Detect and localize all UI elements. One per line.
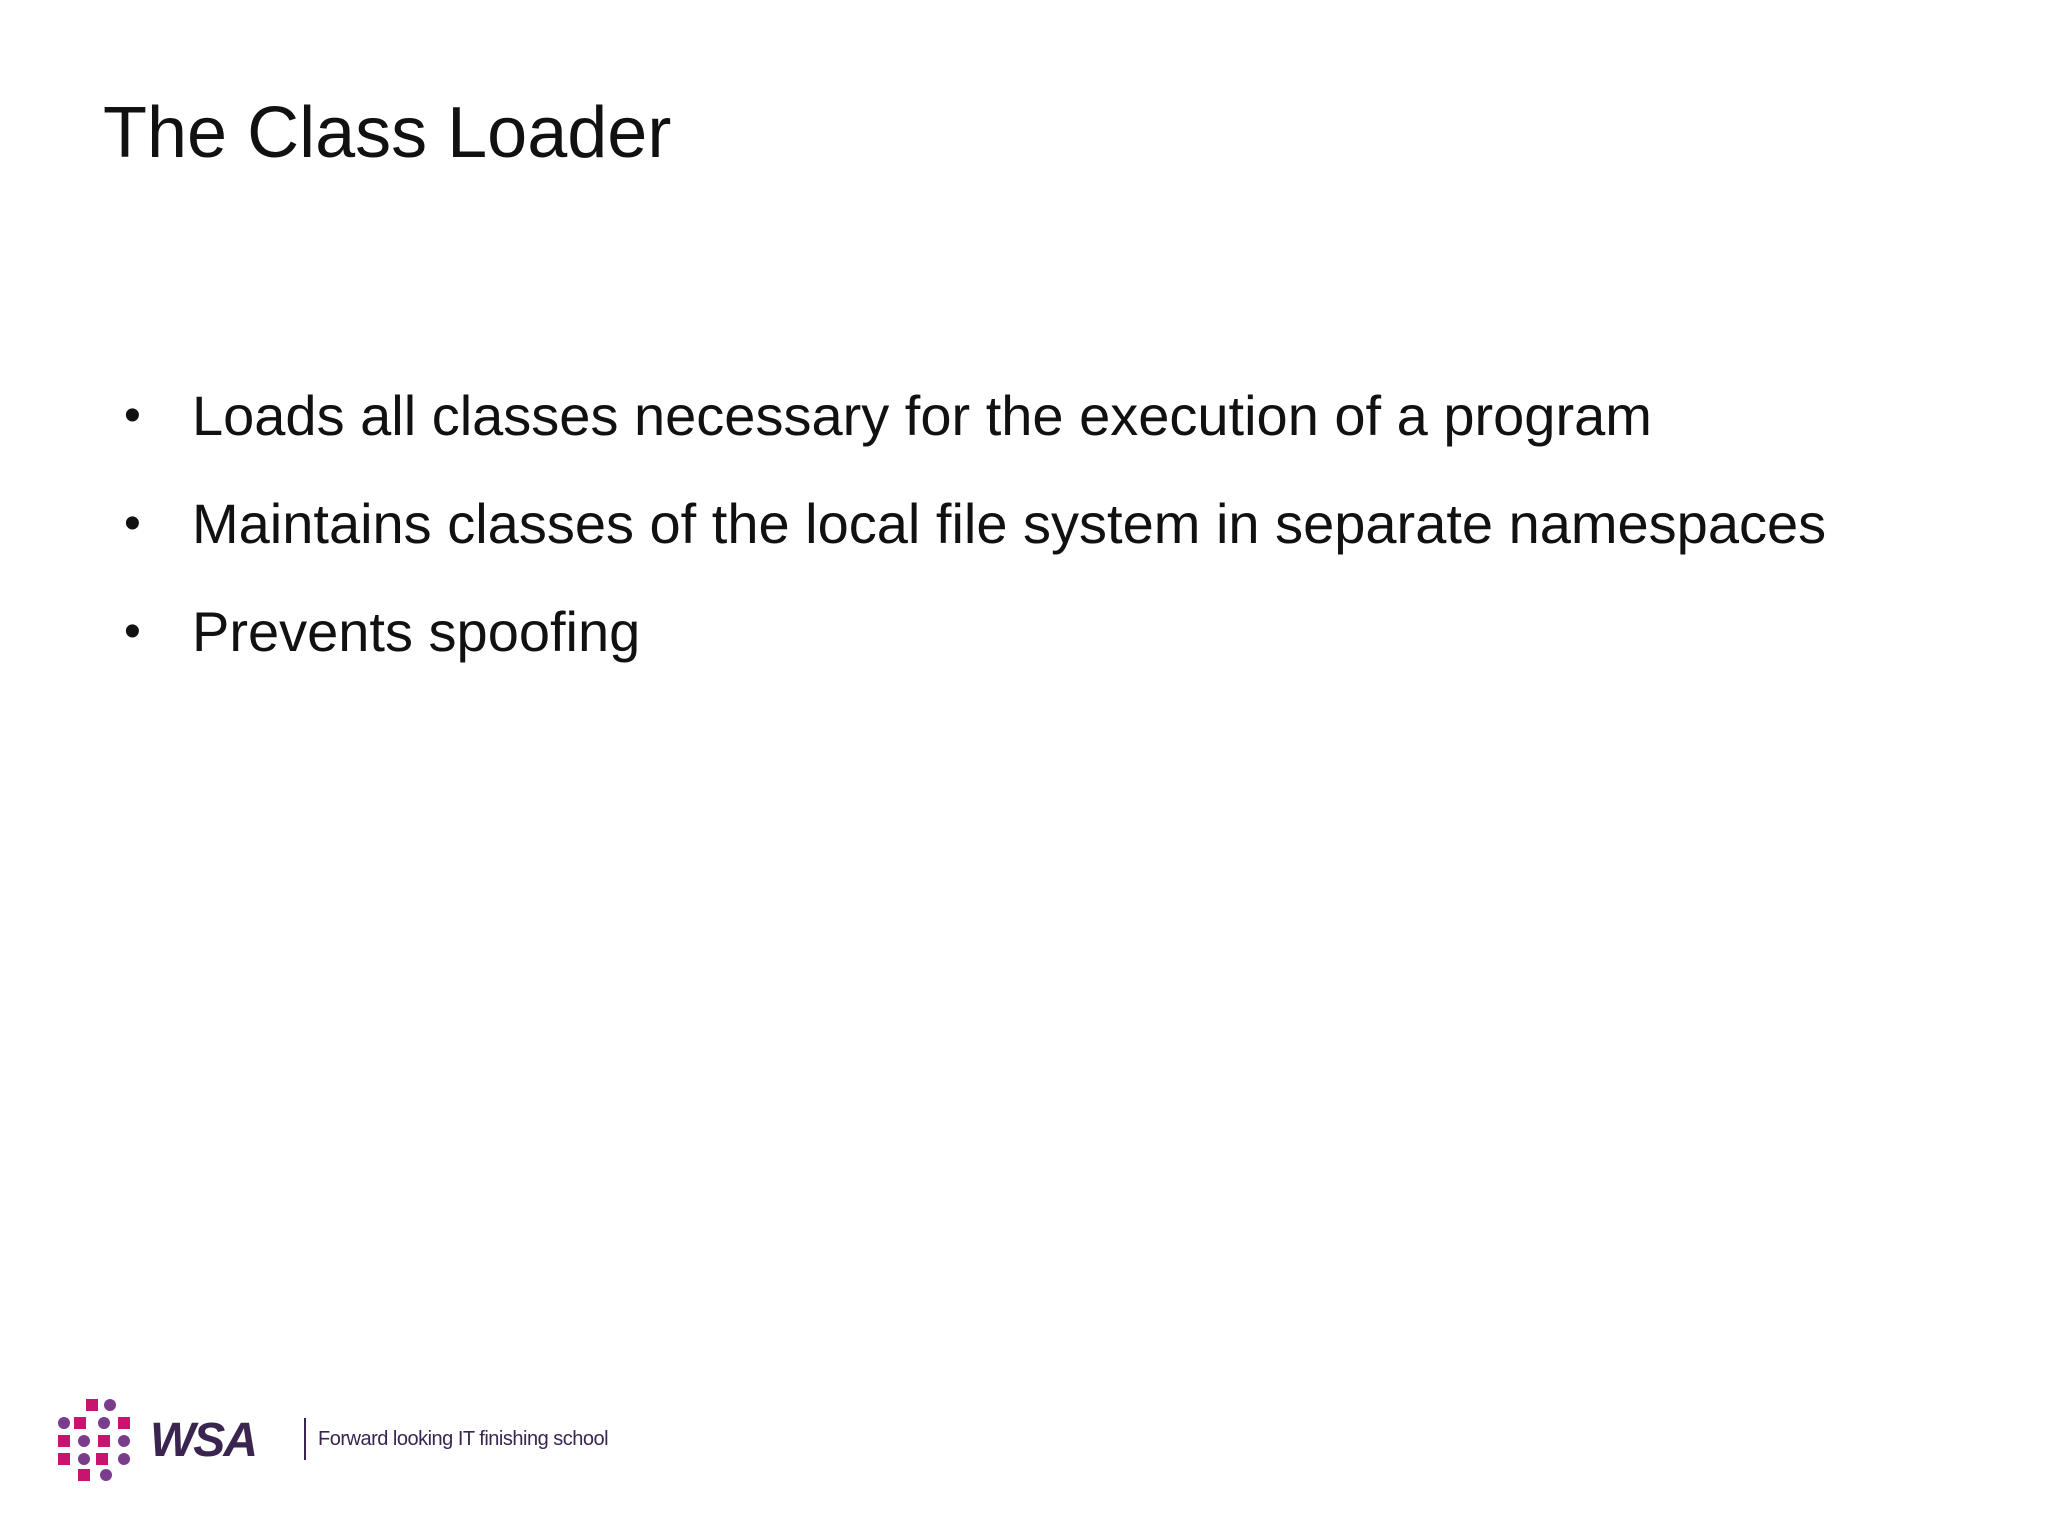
bullet-item: [120, 362, 1826, 470]
bullet-item: [120, 578, 1826, 686]
bullet-text: Maintains classes of the local file system in separate namespaces: [192, 492, 1827, 555]
logo-dots-icon: [56, 1397, 140, 1481]
bullet-dot-icon: •: [124, 605, 141, 658]
slide-title: The Class Loader: [103, 93, 672, 173]
bullet-text: Loads all classes necessary for the execution of a program: [192, 384, 1652, 447]
tagline: Forward looking IT finishing school: [318, 1427, 609, 1450]
bullet-text: Prevents spoofing: [192, 600, 641, 663]
logo-divider: [304, 1418, 306, 1460]
bullet-dot-icon: •: [124, 389, 141, 442]
logo-wordmark: WSA: [150, 1416, 256, 1462]
bullet-dot-icon: •: [124, 497, 141, 550]
footer-branding: [56, 1398, 608, 1480]
bullet-item: [120, 470, 1826, 578]
bullet-list: [120, 362, 1826, 686]
wsa-logo-icon: [150, 1416, 290, 1462]
